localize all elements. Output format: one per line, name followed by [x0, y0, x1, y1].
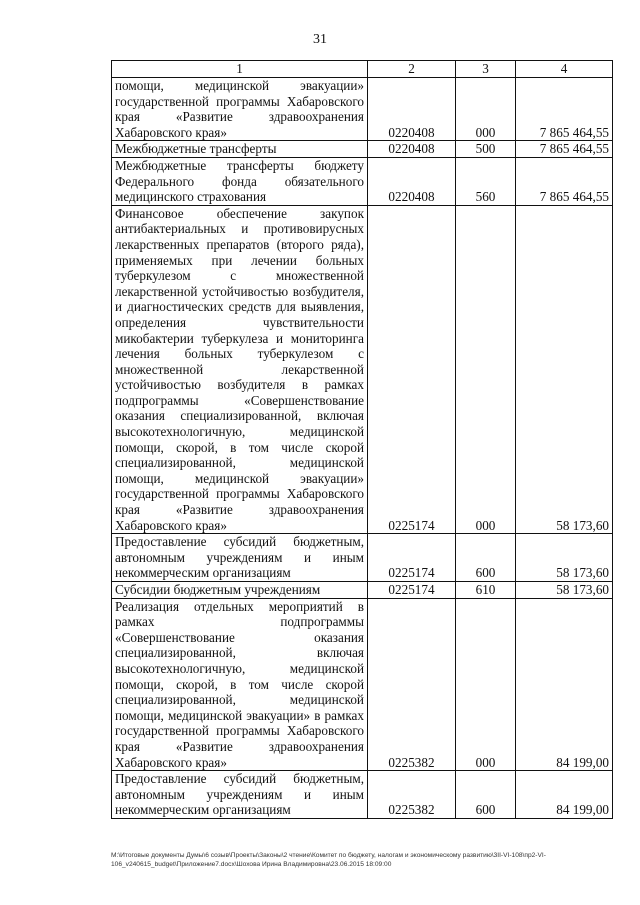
row-type: 600 — [456, 771, 516, 819]
row-type: 000 — [456, 598, 516, 771]
row-code: 0220408 — [368, 78, 456, 141]
row-amount: 58 173,60 — [516, 205, 613, 533]
row-type: 610 — [456, 582, 516, 599]
row-code: 0220408 — [368, 141, 456, 158]
row-name: Межбюджетные трансферты бюджету Федерального фонда обязательного медицинского страхования — [112, 157, 368, 205]
row-type: 000 — [456, 205, 516, 533]
row-name: Предоставление субсидий бюджетным, автономным учреждениям и иным некоммерческим организациям — [112, 771, 368, 819]
row-amount: 84 199,00 — [516, 598, 613, 771]
row-amount: 58 173,60 — [516, 582, 613, 599]
table-row — [112, 205, 613, 533]
row-name: Межбюджетные трансферты — [112, 141, 368, 158]
row-amount: 58 173,60 — [516, 534, 613, 582]
row-amount: 7 865 464,55 — [516, 141, 613, 158]
row-name: Субсидии бюджетным учреждениям — [112, 582, 368, 599]
table-row — [112, 78, 613, 141]
column-header-name: 1 — [112, 61, 368, 78]
header-row — [112, 61, 613, 78]
row-name: Реализация отдельных мероприятий в рамках подпрограммы «Совершенствование оказания специализированной, включая высокотехнологичную, медицинской помощи, скорой, в том числе скорой специализированной, медицинской помощи, медицинской эвакуации» в рамках государственной программы Хабаровского края «Развитие здравоохранения Хабаровского края» — [112, 598, 368, 771]
table-row — [112, 771, 613, 819]
table-row — [112, 157, 613, 205]
row-name: помощи, медицинской эвакуации» государственной программы Хабаровского края «Развитие здравоохранения Хабаровского края» — [112, 78, 368, 141]
row-amount: 7 865 464,55 — [516, 157, 613, 205]
table-row — [112, 141, 613, 158]
table-row — [112, 582, 613, 599]
row-amount: 84 199,00 — [516, 771, 613, 819]
table-row — [112, 598, 613, 771]
column-header-amount: 4 — [516, 61, 613, 78]
column-header-code: 2 — [368, 61, 456, 78]
row-type: 600 — [456, 534, 516, 582]
page-number: 31 — [313, 32, 327, 47]
budget-table — [111, 60, 613, 819]
row-name: Предоставление субсидий бюджетным, автономным учреждениям и иным некоммерческим организациям — [112, 534, 368, 582]
row-code: 0225382 — [368, 771, 456, 819]
document-path-footer: M:\Итоговые документы Думы\6 созыв\Проекты\Законы\2 чтение\Комитет по бюджету, налогам и экономическому развитию\3II-VI-108\пр2-VI-106_v240615_budget\Приложение7.docx\Шохова Ирина Владимировна\23.06.2015 18:09:00 — [111, 852, 546, 868]
row-type: 500 — [456, 141, 516, 158]
row-type: 560 — [456, 157, 516, 205]
row-code: 0225174 — [368, 205, 456, 533]
row-code: 0225382 — [368, 598, 456, 771]
column-header-type: 3 — [456, 61, 516, 78]
table-row — [112, 534, 613, 582]
row-name: Финансовое обеспечение закупок антибактериальных и противовирусных лекарственных препаратов (второго ряда), применяемых при лечении больных туберкулезом с множественной лекарственной устойчивостью возбудителя, и диагностических средств для выявления, определения чувствительности микобактерии туберкулеза и мониторинга лечения больных туберкулезом с множественной лекарственной устойчивостью возбудителя в рамках подпрограммы «Совершенствование оказания специализированной, включая высокотехнологичную, медицинской помощи, скорой, в том числе скорой специализированной, медицинской помощи, медицинской эвакуации» государственной программы Хабаровского края «Развитие здравоохранения Хабаровского края» — [112, 205, 368, 533]
row-amount: 7 865 464,55 — [516, 78, 613, 141]
row-code: 0225174 — [368, 582, 456, 599]
row-code: 0220408 — [368, 157, 456, 205]
row-code: 0225174 — [368, 534, 456, 582]
row-type: 000 — [456, 78, 516, 141]
